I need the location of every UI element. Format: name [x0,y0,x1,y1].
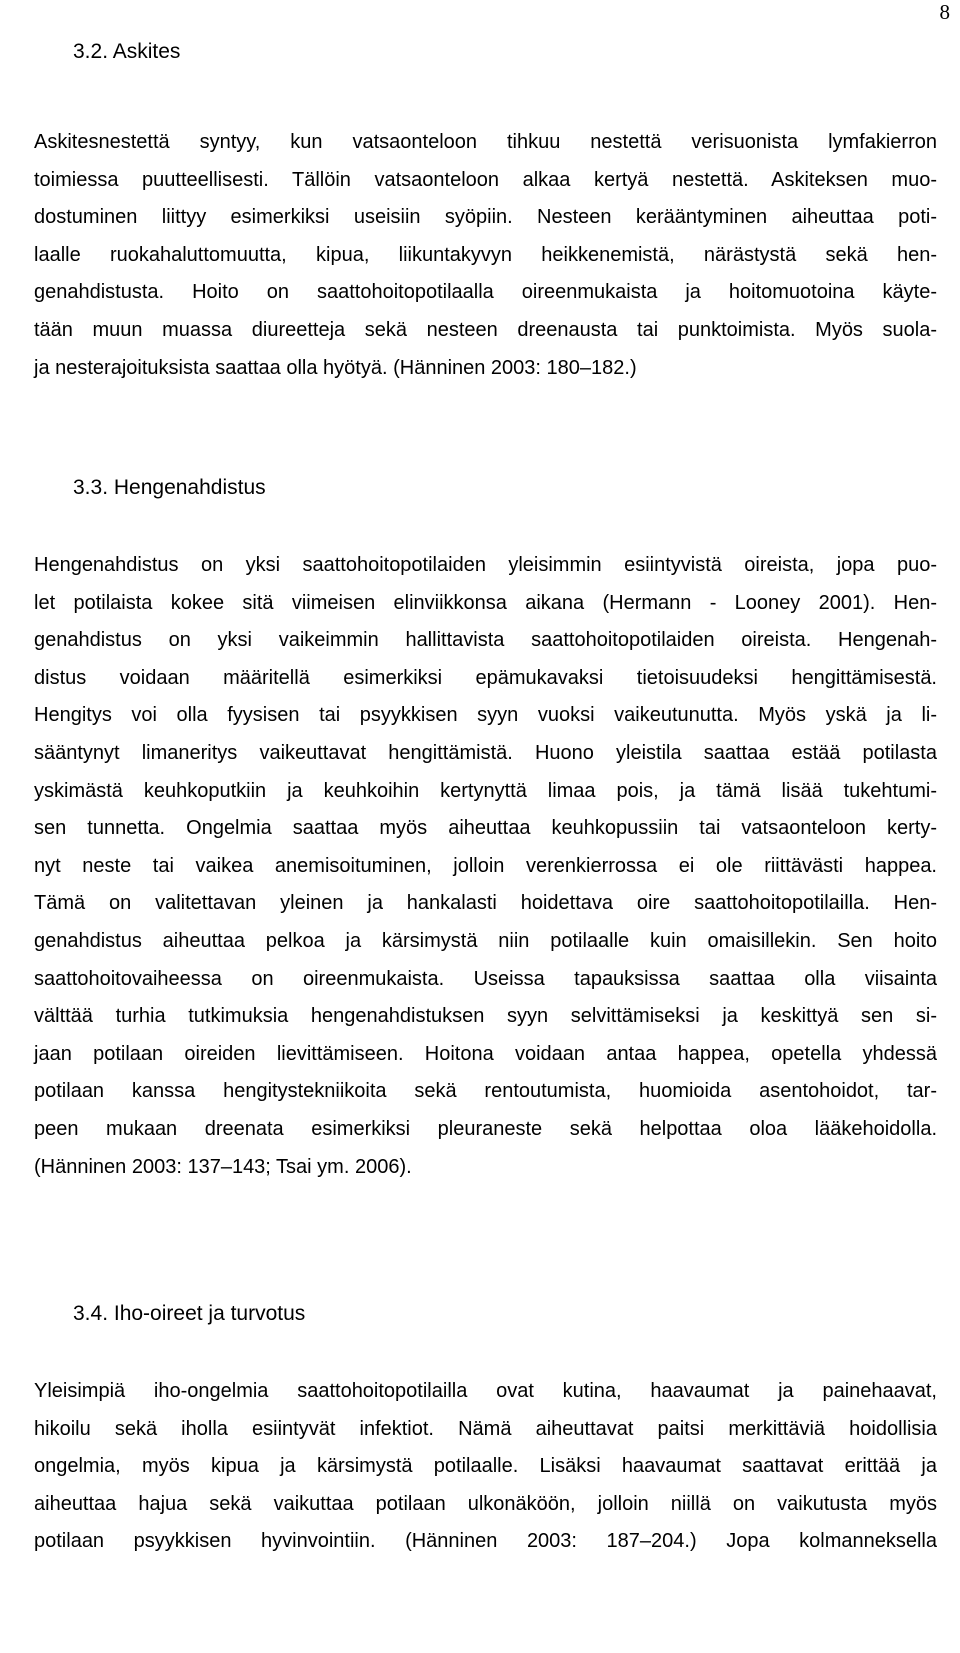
page-number: 8 [939,0,950,24]
text-line: hikoilu sekä iholla esiintyvät infektiot. Nämä aiheuttavat paitsi merkittäviä hoidollisia [34,1417,937,1440]
text-line: Askitesnestettä syntyy, kun vatsaonteloon tihkuu nestettä verisuonista lymfakierron [34,131,937,153]
text-line: tään muun muassa diureetteja sekä nesteen dreenausta tai punktoimista. Myös suola- [34,318,937,341]
paragraph-askites [34,124,937,387]
text-line: jaan potilaan oireiden lievittämiseen. Hoitona voidaan antaa happea, opetella yhdessä [34,1042,937,1065]
text-line: dostuminen liittyy esimerkiksi useisiin syöpiin. Nesteen kerääntyminen aiheuttaa poti- [34,206,937,229]
text-line: genahdistus on yksi vaikeimmin hallittavista saattohoitopotilaiden oireista. Hengenah- [34,629,937,652]
text-line: genahdistusta. Hoito on saattohoitopotilaalla oireenmukaista ja hoitomuotoina käyte- [34,281,937,304]
text-line: potilaan kanssa hengitystekniikoita sekä rentoutumista, huomioida asentohoidot, tar- [34,1080,937,1103]
text-line: peen mukaan dreenata esimerkiksi pleuraneste sekä helpottaa oloa lääkehoidolla. [34,1117,937,1140]
text-line: Tämä on valitettavan yleinen ja hankalasti hoidettava oire saattohoitopotilailla. Hen- [34,892,937,915]
section-heading-iho-oireet: 3.4. Iho-oireet ja turvotus [73,1302,306,1325]
text-line: nyt neste tai vaikea anemisoituminen, jolloin verenkierrossa ei ole riittävästi happea. [34,854,937,877]
section-heading-hengenahdistus: 3.3. Hengenahdistus [73,476,266,499]
text-line: ongelmia, myös kipua ja kärsimystä potilaalle. Lisäksi haavaumat saattavat erittää ja [34,1455,937,1478]
text-line: sääntynyt limaneritys vaikeuttavat hengittämistä. Huono yleistila saattaa estää potilasta [34,741,937,764]
text-line: toimiessa puutteellisesti. Tällöin vatsaonteloon alkaa kertyä nestettä. Askiteksen muo- [34,168,937,191]
text-line: let potilaista kokee sitä viimeisen elinviikkonsa aikana (Hermann - Looney 2001). Hen- [34,591,937,614]
text-line: (Hänninen 2003: 137–143; Tsai ym. 2006). [34,1155,412,1178]
text-line: genahdistus aiheuttaa pelkoa ja kärsimystä niin potilaalle kuin omaisillekin. Sen hoito [34,929,937,952]
text-line: distus voidaan määritellä esimerkiksi epämukavaksi tietoisuudeksi hengittämisestä. [34,666,937,689]
text-line: potilaan psyykkisen hyvinvointiin. (Hänninen 2003: 187–204.) Jopa kolmanneksella [34,1530,937,1553]
text-line: Hengitys voi olla fyysisen tai psyykkisen syyn vuoksi vaikeutunutta. Myös yskä ja li- [34,704,937,727]
text-line: laalle ruokahaluttomuutta, kipua, liikuntakyvyn heikkenemistä, närästystä sekä hen- [34,243,937,266]
text-line: ja nesterajoituksista saattaa olla hyötyä. (Hänninen 2003: 180–182.) [34,356,637,379]
text-line: Hengenahdistus on yksi saattohoitopotilaiden yleisimmin esiintyvistä oireista, jopa puo- [34,554,937,576]
text-line: aiheuttaa hajua sekä vaikuttaa potilaan ulkonäköön, jolloin niillä on vaikutusta myös [34,1492,937,1515]
text-line: saattohoitovaiheessa on oireenmukaista. Useissa tapauksissa saattaa olla viisainta [34,967,937,990]
text-line: sen tunnetta. Ongelmia saattaa myös aiheuttaa keuhkopussiin tai vatsaonteloon kerty- [34,817,937,840]
text-line: yskimästä keuhkoputkiin ja keuhkoihin kertynyttä limaa pois, ja tämä lisää tukehtumi- [34,779,937,802]
paragraph-hengenahdistus [34,547,937,1186]
section-heading-askites: 3.2. Askites [73,40,181,63]
text-line: välttää turhia tutkimuksia hengenahdistuksen syyn selvittämiseksi ja keskittyä sen si- [34,1005,937,1028]
text-line: Yleisimpiä iho-ongelmia saattohoitopotilailla ovat kutina, haavaumat ja painehaavat, [34,1380,937,1402]
paragraph-iho-oireet [34,1373,937,1561]
